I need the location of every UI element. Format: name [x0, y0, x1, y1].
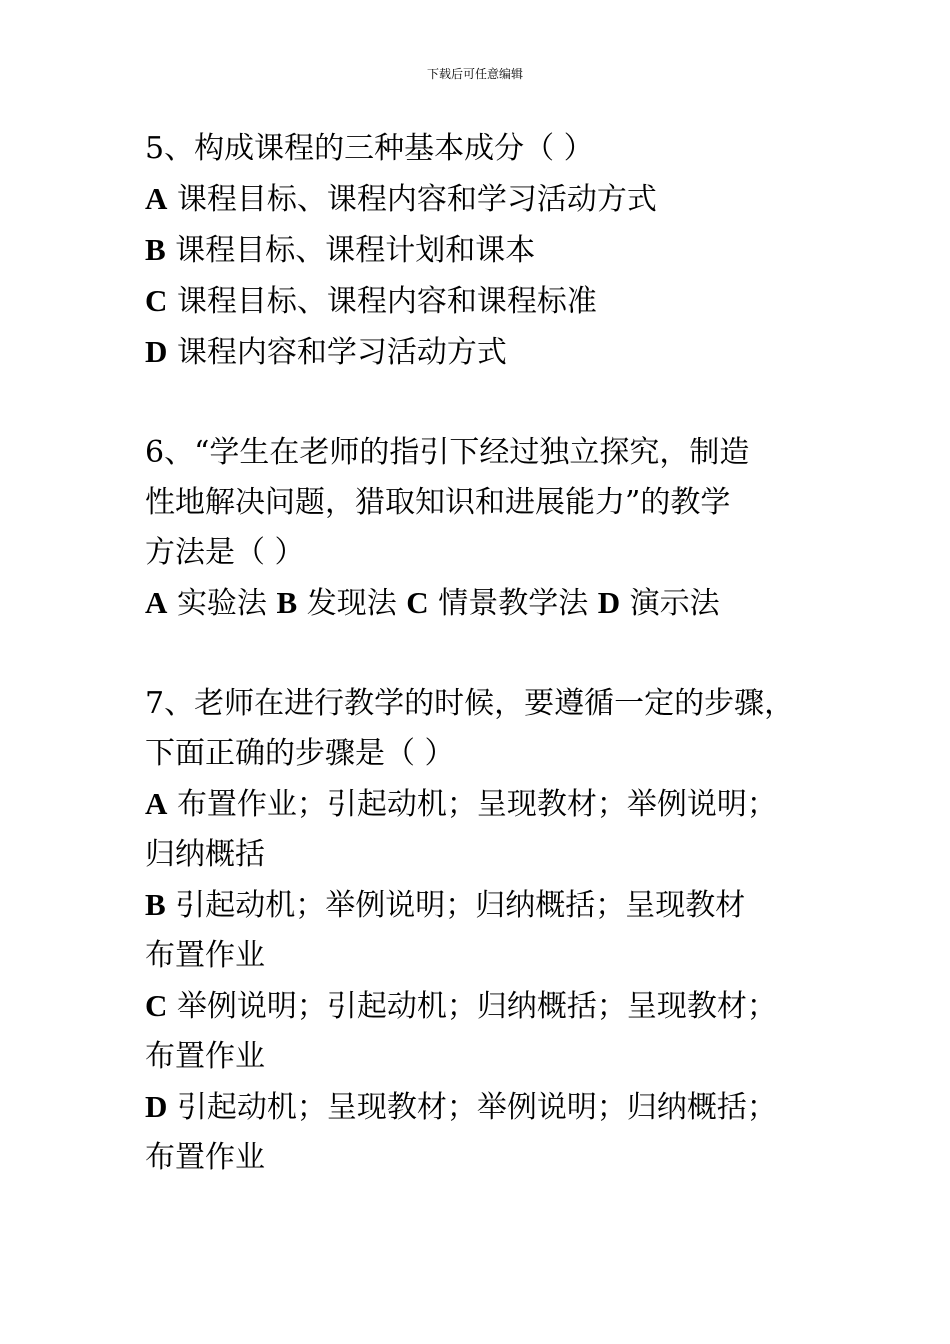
question-6-stem-line-1: 6、“学生在老师的指引下经过独立探究，制造: [145, 435, 750, 470]
question-5-option-b: [145, 225, 835, 276]
option-text: 发现法: [306, 586, 397, 621]
option-letter: A: [145, 585, 168, 620]
option-letter: B: [276, 585, 298, 620]
option-text: 布置作业；引起动机；呈现教材；举例说明；: [176, 787, 777, 822]
option-letter: B: [145, 232, 166, 267]
page-header: 下载后可任意编辑: [426, 67, 523, 81]
question-5-option-a: [145, 174, 835, 225]
question-7-stem-line-2: 下面正确的步骤是（ ）: [145, 736, 455, 771]
option-text: 实验法: [176, 586, 267, 621]
option-text: 情景教学法: [438, 586, 589, 621]
question-5: [145, 124, 835, 378]
option-letter: A: [145, 786, 168, 821]
document-body: [145, 124, 835, 1183]
question-7: [145, 679, 835, 1183]
question-6-stem-line-2: 性地解决问题，猎取知识和进展能力”的教学: [145, 485, 731, 520]
question-7-option-d-cont: 布置作业: [145, 1140, 265, 1175]
question-5-option-c: [145, 276, 835, 327]
question-6-options: [145, 578, 835, 629]
question-7-option-c-cont: 布置作业: [145, 1039, 265, 1074]
question-5-option-d: [145, 327, 835, 378]
option-text: 课程目标、课程内容和学习活动方式: [176, 182, 657, 217]
option-letter: C: [145, 283, 168, 318]
question-7-option-a-cont: 归纳概括: [145, 837, 265, 872]
question-7-option-c: [145, 981, 835, 1032]
option-letter: D: [145, 1089, 168, 1124]
option-letter: C: [145, 988, 168, 1023]
question-5-stem: 5、构成课程的三种基本成分（ ）: [145, 131, 594, 166]
option-letter: C: [406, 585, 429, 620]
question-7-option-d: [145, 1082, 835, 1133]
question-7-option-b: [145, 880, 835, 931]
question-7-stem-line-1: 7、老师在进行教学的时候，要遵循一定的步骤，: [145, 686, 795, 721]
question-6: [145, 428, 835, 629]
spacer: [145, 629, 835, 679]
option-text: 举例说明；引起动机；归纳概括；呈现教材；: [176, 989, 777, 1024]
option-text: 引起动机；呈现教材；举例说明；归纳概括；: [176, 1090, 777, 1125]
option-text: 演示法: [629, 586, 720, 621]
option-text: 课程目标、课程内容和课程标准: [176, 284, 597, 319]
option-letter: D: [597, 585, 621, 620]
option-letter: D: [145, 334, 168, 369]
option-text: 课程目标、课程计划和课本: [175, 233, 536, 268]
option-text: 课程内容和学习活动方式: [176, 335, 507, 370]
option-letter: A: [145, 181, 168, 216]
spacer: [145, 378, 835, 428]
question-7-option-b-cont: 布置作业: [145, 938, 265, 973]
question-6-stem-line-3: 方法是（ ）: [145, 535, 305, 570]
option-letter: B: [145, 887, 166, 922]
question-7-option-a: [145, 779, 835, 830]
option-text: 引起动机；举例说明；归纳概括；呈现教材: [175, 888, 746, 923]
